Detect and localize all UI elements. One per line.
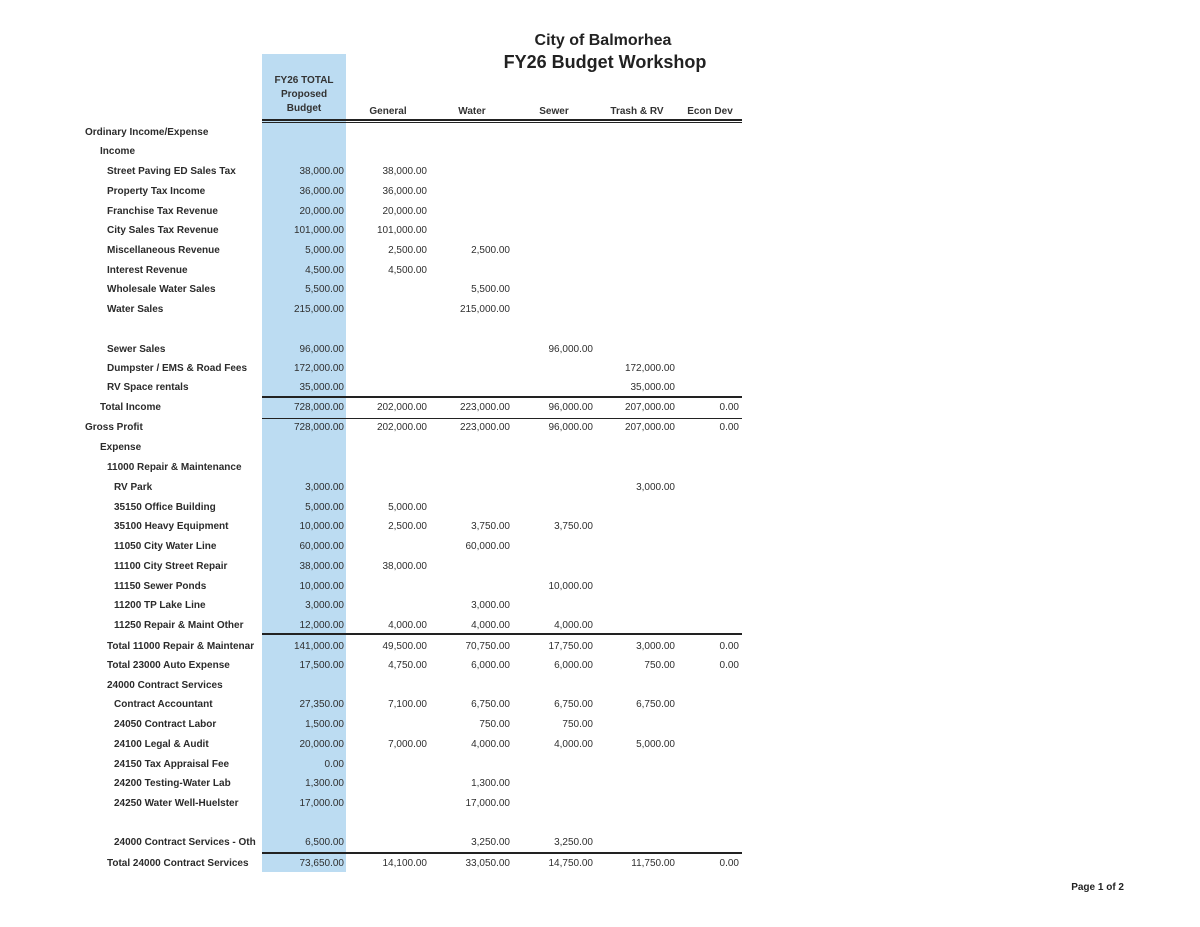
table-row (0, 381, 760, 399)
row-label: 11100 City Street Repair (114, 561, 228, 572)
row-value: 6,750.00 (554, 699, 593, 710)
table-row (0, 758, 760, 776)
table-row (0, 126, 760, 144)
row-value: 36,000.00 (382, 186, 427, 197)
row-value: 96,000.00 (548, 402, 593, 413)
row-value: 6,000.00 (471, 660, 510, 671)
row-value: 223,000.00 (459, 402, 510, 413)
page-number: Page 1 of 2 (1071, 882, 1124, 893)
row-label: Income (100, 146, 136, 157)
row-value: 1,300.00 (471, 778, 510, 789)
row-value: 2,500.00 (471, 245, 510, 256)
row-value: 141,000.00 (293, 641, 344, 652)
row-value: 4,000.00 (554, 739, 593, 750)
row-label: 11050 City Water Line (114, 541, 217, 552)
row-label: Property Tax Income (107, 186, 206, 197)
row-value: 96,000.00 (548, 344, 593, 355)
row-value: 215,000.00 (459, 304, 510, 315)
table-row (0, 659, 760, 677)
organization-title: City of Balmorhea (534, 32, 672, 49)
row-value: 5,500.00 (305, 284, 344, 295)
row-label: Total 11000 Repair & Maintenar (107, 641, 255, 652)
row-value: 10,000.00 (299, 581, 344, 592)
row-value: 35,000.00 (630, 382, 675, 393)
header-underline (262, 119, 742, 121)
row-value: 0.00 (324, 759, 344, 770)
row-label: 24150 Tax Appraisal Fee (114, 759, 230, 770)
row-value: 4,000.00 (471, 620, 510, 631)
row-value: 10,000.00 (299, 521, 344, 532)
row-value: 6,750.00 (636, 699, 675, 710)
row-value: 3,750.00 (554, 521, 593, 532)
table-row (0, 165, 760, 183)
row-label: Total 24000 Contract Services (107, 858, 249, 869)
row-value: 728,000.00 (293, 422, 344, 433)
table-row (0, 362, 760, 380)
row-value: 35,000.00 (299, 382, 344, 393)
table-row (0, 283, 760, 301)
table-row (0, 185, 760, 203)
row-value: 750.00 (644, 660, 675, 671)
row-label: Water Sales (107, 304, 164, 315)
row-value: 4,000.00 (554, 620, 593, 631)
row-label: Ordinary Income/Expense (85, 127, 209, 138)
row-value: 202,000.00 (376, 402, 427, 413)
table-row (0, 520, 760, 538)
row-value: 101,000.00 (293, 225, 344, 236)
row-value: 38,000.00 (382, 166, 427, 177)
row-label: 24100 Legal & Audit (114, 739, 209, 750)
row-value: 11,750.00 (631, 858, 675, 869)
row-value: 20,000.00 (299, 206, 344, 217)
row-value: 70,750.00 (465, 641, 510, 652)
row-value: 3,000.00 (305, 482, 344, 493)
row-label: RV Park (114, 482, 153, 493)
row-value: 3,750.00 (471, 521, 510, 532)
row-value: 4,750.00 (388, 660, 427, 671)
row-value: 60,000.00 (465, 541, 510, 552)
row-value: 38,000.00 (299, 166, 344, 177)
row-value: 73,650.00 (299, 858, 344, 869)
row-value: 202,000.00 (376, 422, 427, 433)
row-label: 24250 Water Well-Huelster (114, 798, 239, 809)
column-header-total-line3: Budget (286, 103, 322, 114)
row-label: Sewer Sales (107, 344, 166, 355)
row-value: 17,500.00 (299, 660, 344, 671)
table-row (0, 145, 760, 163)
row-value: 38,000.00 (382, 561, 427, 572)
row-label: Total Income (100, 402, 161, 413)
column-header-general: General (369, 106, 407, 117)
table-row (0, 244, 760, 262)
table-row (0, 461, 760, 479)
table-row (0, 698, 760, 716)
column-header-total-line2: Proposed (280, 89, 328, 100)
row-label: Wholesale Water Sales (107, 284, 216, 295)
table-row (0, 619, 760, 637)
row-label: Interest Revenue (107, 265, 188, 276)
row-value: 6,000.00 (554, 660, 593, 671)
row-label: City Sales Tax Revenue (107, 225, 219, 236)
table-row (0, 343, 760, 361)
row-label: 11150 Sewer Ponds (114, 581, 207, 592)
row-value: 3,000.00 (636, 641, 675, 652)
row-value: 27,350.00 (299, 699, 344, 710)
table-row (0, 501, 760, 519)
table-row (0, 205, 760, 223)
row-value: 207,000.00 (624, 422, 675, 433)
row-value: 33,050.00 (465, 858, 510, 869)
row-value: 6,500.00 (305, 837, 344, 848)
row-value: 3,000.00 (636, 482, 675, 493)
row-value: 750.00 (562, 719, 593, 730)
row-label: Street Paving ED Sales Tax (107, 166, 236, 177)
row-value: 49,500.00 (382, 641, 427, 652)
row-label: Contract Accountant (114, 699, 213, 710)
table-row (0, 738, 760, 756)
table-row (0, 441, 760, 459)
row-value: 5,000.00 (636, 739, 675, 750)
table-row (0, 224, 760, 242)
header-underline-thin (262, 122, 742, 123)
row-value: 14,100.00 (382, 858, 427, 869)
row-label: 11250 Repair & Maint Other (114, 620, 244, 631)
row-value: 2,500.00 (388, 245, 427, 256)
table-row (0, 421, 760, 439)
row-value: 172,000.00 (624, 363, 675, 374)
row-label: 35150 Office Building (114, 502, 216, 513)
row-value: 101,000.00 (376, 225, 427, 236)
table-row (0, 303, 760, 321)
table-row (0, 718, 760, 736)
row-value: 7,000.00 (388, 739, 427, 750)
row-value: 5,000.00 (305, 502, 344, 513)
row-value: 5,000.00 (305, 245, 344, 256)
row-value: 1,300.00 (305, 778, 344, 789)
row-value: 5,500.00 (471, 284, 510, 295)
row-value: 38,000.00 (299, 561, 344, 572)
table-row (0, 857, 760, 875)
row-value: 215,000.00 (293, 304, 344, 315)
table-row (0, 481, 760, 499)
table-row (0, 580, 760, 598)
table-row (0, 599, 760, 617)
row-value: 207,000.00 (624, 402, 675, 413)
row-value: 7,100.00 (388, 699, 427, 710)
row-value: 0.00 (719, 422, 739, 433)
row-label: 35100 Heavy Equipment (114, 521, 229, 532)
table-row (0, 540, 760, 558)
row-label: Miscellaneous Revenue (107, 245, 220, 256)
row-value: 60,000.00 (299, 541, 344, 552)
row-label: 24000 Contract Services (107, 680, 223, 691)
column-header-water: Water (458, 106, 486, 117)
row-label: Total 23000 Auto Expense (107, 660, 230, 671)
row-value: 6,750.00 (471, 699, 510, 710)
row-label: 24200 Testing-Water Lab (114, 778, 231, 789)
row-label: 24000 Contract Services - Oth (114, 837, 256, 848)
row-value: 36,000.00 (299, 186, 344, 197)
table-row (0, 836, 760, 854)
row-value: 223,000.00 (459, 422, 510, 433)
table-row (0, 401, 760, 419)
row-value: 3,000.00 (471, 600, 510, 611)
row-value: 172,000.00 (293, 363, 344, 374)
row-value: 5,000.00 (388, 502, 427, 513)
column-header-sewer: Sewer (539, 106, 569, 117)
row-value: 4,000.00 (388, 620, 427, 631)
row-value: 1,500.00 (305, 719, 344, 730)
row-value: 2,500.00 (388, 521, 427, 532)
column-header-econ-dev: Econ Dev (687, 106, 733, 117)
row-value: 0.00 (719, 660, 739, 671)
row-value: 17,000.00 (465, 798, 510, 809)
row-value: 3,250.00 (554, 837, 593, 848)
row-label: 11000 Repair & Maintenance (107, 462, 242, 473)
row-value: 750.00 (479, 719, 510, 730)
row-value: 20,000.00 (382, 206, 427, 217)
table-row (0, 264, 760, 282)
row-value: 728,000.00 (293, 402, 344, 413)
column-header-trash-rv: Trash & RV (610, 106, 664, 117)
row-value: 20,000.00 (299, 739, 344, 750)
row-label: 11200 TP Lake Line (114, 600, 206, 611)
row-label: RV Space rentals (107, 382, 189, 393)
row-value: 0.00 (719, 858, 739, 869)
row-value: 0.00 (719, 641, 739, 652)
column-header-fy26-total (262, 74, 346, 116)
row-value: 12,000.00 (299, 620, 344, 631)
row-label: Gross Profit (85, 422, 143, 433)
table-row (0, 797, 760, 815)
row-value: 0.00 (719, 402, 739, 413)
row-value: 14,750.00 (548, 858, 593, 869)
column-header-total-line1: FY26 TOTAL (274, 75, 334, 86)
row-value: 4,500.00 (305, 265, 344, 276)
row-label: Franchise Tax Revenue (107, 206, 218, 217)
row-value: 4,000.00 (471, 739, 510, 750)
row-value: 96,000.00 (299, 344, 344, 355)
table-row (0, 640, 760, 658)
row-label: Dumpster / EMS & Road Fees (107, 363, 248, 374)
row-value: 3,250.00 (471, 837, 510, 848)
row-value: 10,000.00 (548, 581, 593, 592)
row-value: 96,000.00 (548, 422, 593, 433)
table-row (0, 777, 760, 795)
row-value: 17,750.00 (548, 641, 593, 652)
report-title: FY26 Budget Workshop (503, 52, 707, 72)
row-label: Expense (100, 442, 142, 453)
row-value: 4,500.00 (388, 265, 427, 276)
table-row (0, 679, 760, 697)
row-label: 24050 Contract Labor (114, 719, 217, 730)
row-value: 17,000.00 (299, 798, 344, 809)
row-value: 3,000.00 (305, 600, 344, 611)
table-row (0, 560, 760, 578)
